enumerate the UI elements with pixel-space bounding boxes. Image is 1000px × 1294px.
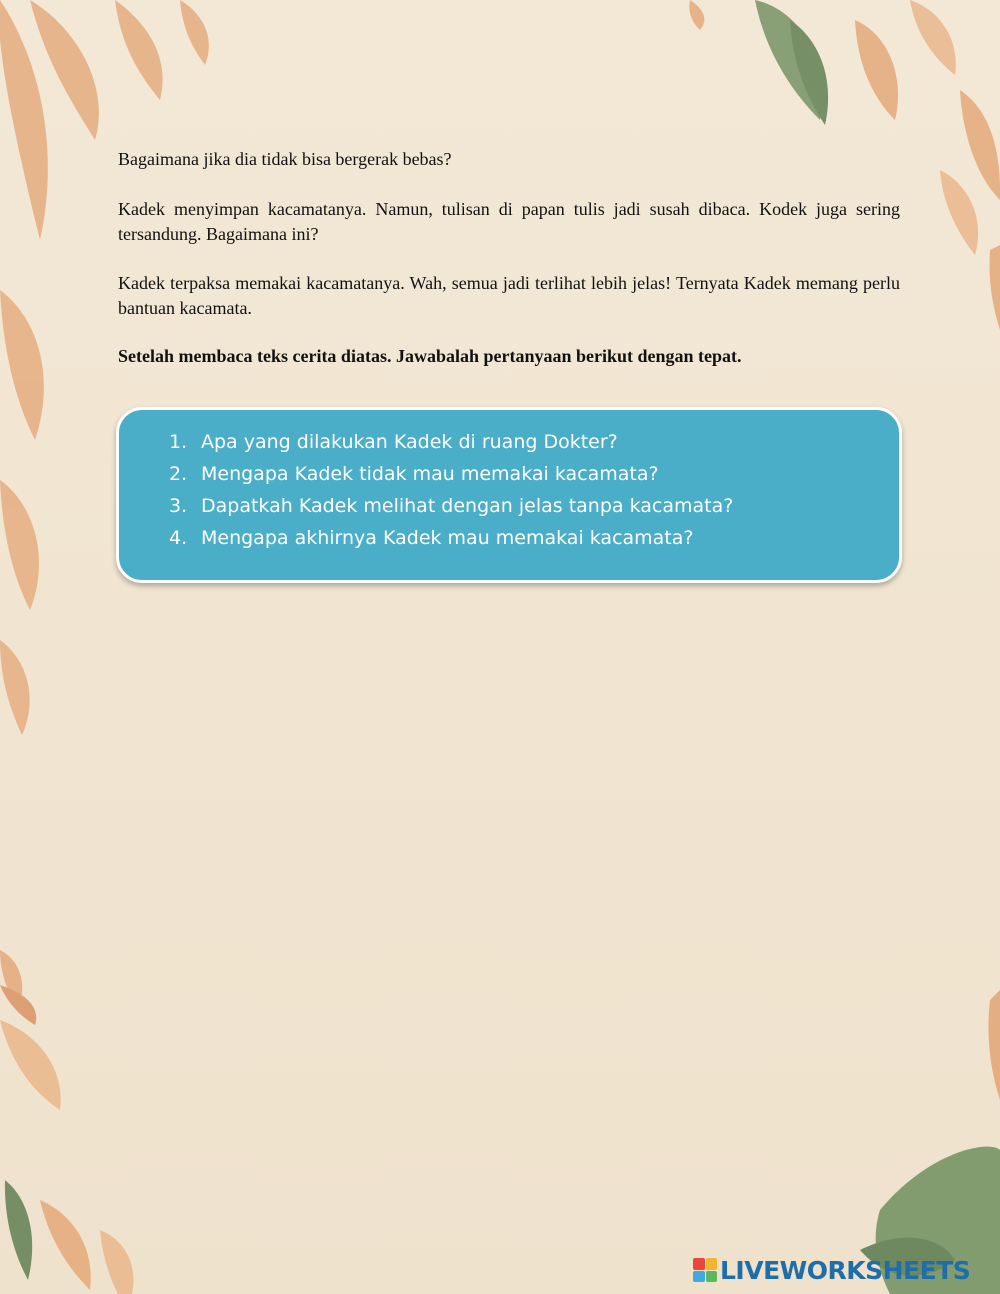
question-text: Apa yang dilakukan Kadek di ruang Dokter?	[201, 431, 618, 453]
questions-box	[116, 407, 902, 583]
logo-text: LIVEWORKSHEETS	[720, 1255, 971, 1285]
question-number: 2.	[169, 463, 188, 485]
question-item	[169, 522, 733, 554]
question-text: Mengapa Kadek tidak mau memakai kacamata?	[201, 463, 659, 485]
question-number: 1.	[169, 431, 188, 453]
question-item	[169, 490, 733, 522]
story-paragraph-1: Bagaimana jika dia tidak bisa bergerak bebas?	[118, 149, 452, 169]
question-text: Dapatkah Kadek melihat dengan jelas tanpa kacamata?	[201, 495, 734, 517]
question-text: Mengapa akhirnya Kadek mau memakai kacamata?	[201, 527, 694, 549]
questions-list	[169, 426, 733, 554]
liveworksheets-logo	[693, 1254, 993, 1286]
question-number: 4.	[169, 527, 188, 549]
logo-mark-icon	[693, 1258, 717, 1282]
question-item	[169, 458, 733, 490]
question-number: 3.	[169, 495, 188, 517]
story-paragraph-3: Kadek terpaksa memakai kacamatanya. Wah, semua jadi terlihat lebih jelas! Ternyata Kadek memang perlu bantuan kacamata.	[118, 273, 900, 318]
question-item	[169, 426, 733, 458]
instruction-text: Setelah membaca teks cerita diatas. Jawabalah pertanyaan berikut dengan tepat.	[118, 346, 742, 366]
story-paragraph-2: Kadek menyimpan kacamatanya. Namun, tulisan di papan tulis jadi susah dibaca. Kodek juga sering tersandung. Bagaimana ini?	[118, 199, 900, 244]
